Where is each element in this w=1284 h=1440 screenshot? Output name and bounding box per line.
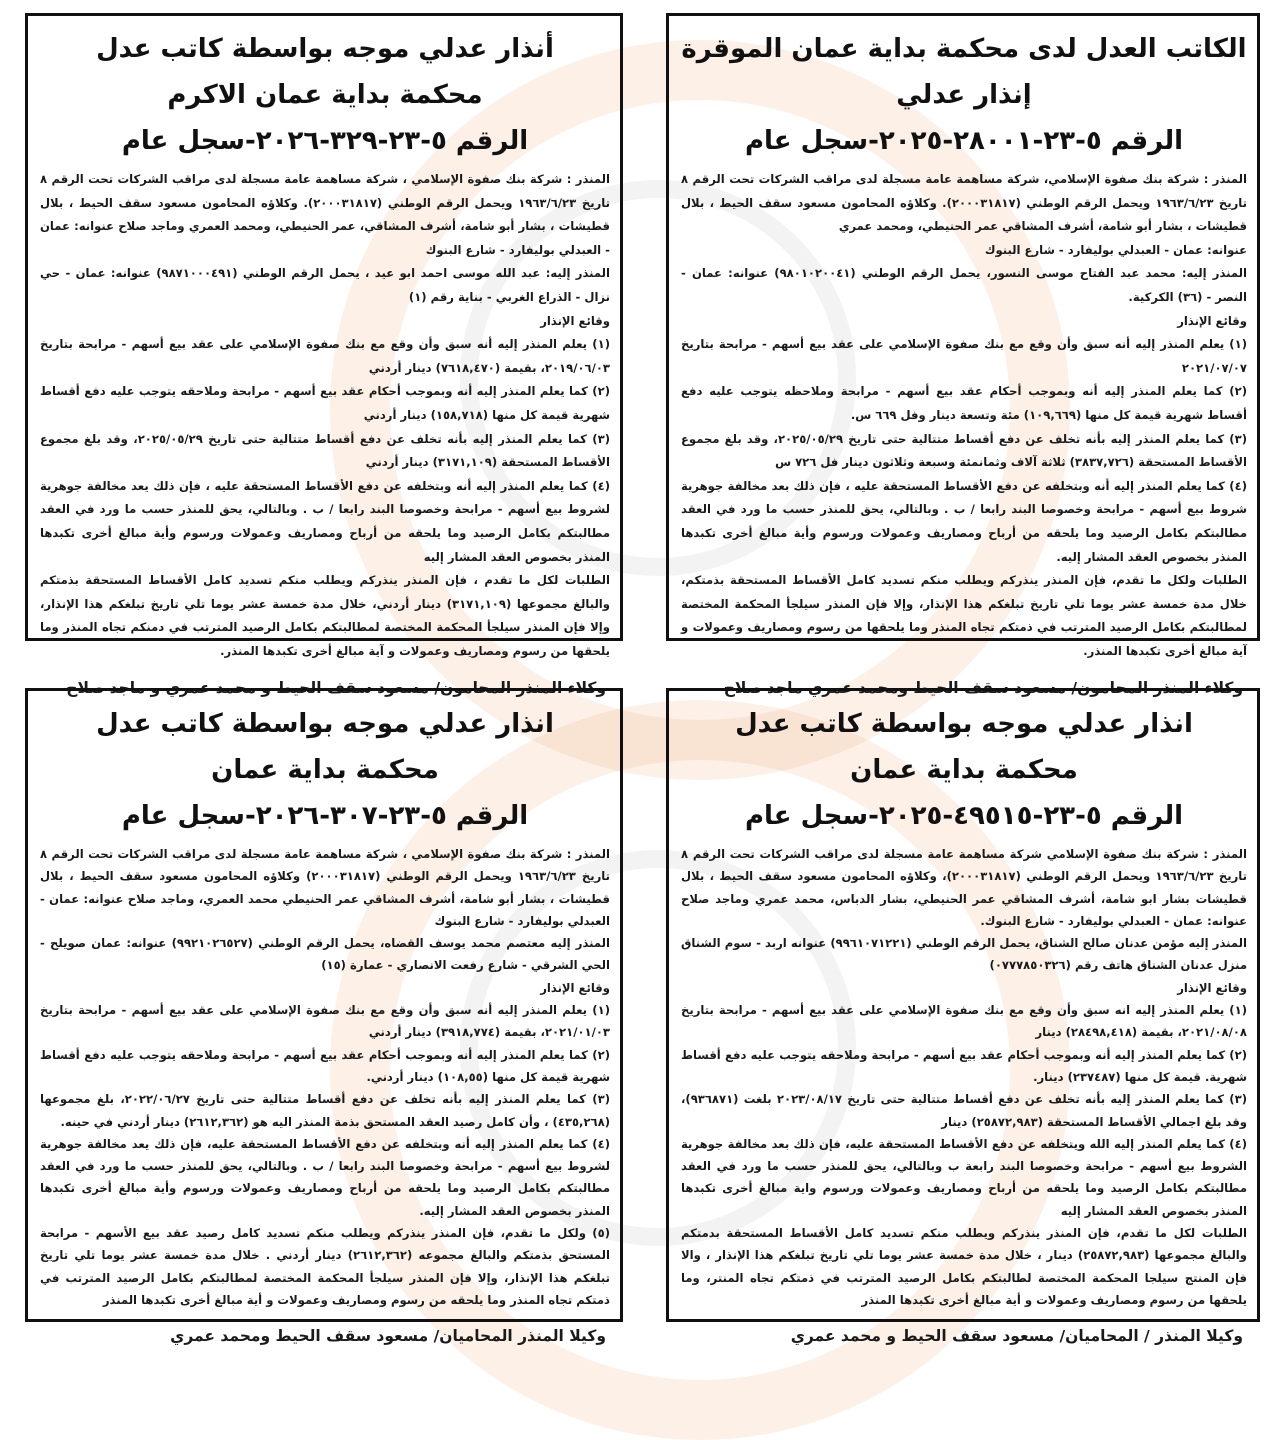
notice-paragraph: المنذر إليه: عبد الله موسى احمد ابو عيد ، يحمل الرقم الوطني (٩٨٧١٠٠٠٤٩١) عنوانه: عمان - حي نزال - الذراع الغربي - بناية رقم (١)	[40, 266, 610, 304]
notice-title: الرقم ٥-٢٣-٣٢٩-٢٠٢٦-سجل عام	[121, 126, 529, 156]
notice-paragraph: المنذر : شركة بنك صفوة الإسلامي ، شركة مساهمة عامة مسجلة لدى مراقب الشركات تحت الرقم ٨ تاريخ ١٩٦٣/٦/٢٣ ويحمل الرقم الوطني (٢٠٠٠٣١٨١٧). وكلاؤه المحامون مسعود سقف الحيط ، بلال قطيشات ، بشار أبو شامة، أشرف المشاقي، عمر الحنيطي، ومحمد العمري وماجد صلاح عنوانه: عمان - العبدلي بوليفارد - شارع البنوك	[40, 172, 610, 257]
notice-paragraph: (٣) كما يعلم المنذر إليه بأنه تخلف عن دفع أقساط متتالية حتى تاريخ ٢٠٢٣/٠٨/١٧ بلغت (٩٣٦٨٧١)، وقد بلغ اجمالي الأقساط المستحقة (٢٥٨٧٢,٩٨٣) دينار	[681, 1092, 1247, 1129]
notice-paragraph: (٢) كما يعلم المنذر إليه أنه وبموجب أحكام عقد بيع أسهم - مرابحة وملاحقه يتوجب عليه دفع أقساط شهرية قيمة كل منها (١٥٨,٧١٨) دينار أردني	[40, 384, 610, 422]
notice-paragraph: وقائع الإنذار	[1177, 313, 1247, 328]
notice-paragraph: الطلبات لكل ما تقدم، فإن المنذر ينذركم ويطلب منكم تسديد كامل الأقساط المستحقة بدمتكم والبالغ مجموعها (٢٥٨٧٢,٩٨٣) دينار ، خلال مدة خمسة عشر يوما تلي تاريخ تبلغكم هذا الإنذار ، والا فإن المنتج سيلجا المحكمة المختصة لطالبتكم بكامل الرصيد المترتب في ذمتكم تجاه المنتر، وما يلحقها من رسوم ومصاريف وعمولات و أية مبالغ أخرى تكبدها المنذر	[681, 1226, 1247, 1307]
notice-paragraph: المنذر : شركة بنك صفوة الإسلامي، شركة مساهمة عامة مسجلة لدى مراقب الشركات تحت الرقم ٨ تاريخ ١٩٦٣/٦/٢٣ ويحمل الرقم الوطني (٢٠٠٠٣١٨١٧). وكلاؤه المحامون مسعود سقف الحيط ، بلال قطيشات ، بشار أبو شامة، أشرف المشاقي عمر الحنيطي، ومحمد عمري	[681, 172, 1247, 234]
notice-paragraph: (١) يعلم المنذر إليه أنه سبق وأن وقع مع بنك صفوة الإسلامي على عقد بيع أسهم - مرابحة بتاريخ ٢٠٢١/٠١/٠٣، بقيمة (٣٩١٨,٧٧٤) دينار أردني	[40, 1003, 610, 1040]
notice-paragraph: (١) يعلم المنذر إليه أنه سبق وأن وقع مع بنك صفوة الإسلامي على عقد بيع أسهم - مرابحة بتاريخ ٢٠٢١/٠٧/٠٧	[681, 337, 1247, 375]
notice-paragraph: (٣) كما يعلم المنذر إليه بأنه تخلف عن دفع أقساط متتالية حتى تاريخ ٢٠٢٥/٠٥/٢٩، وقد بلغ مجموع الأقساط المستحقة (٣٨٣٧,٧٢٦) ثلاثة آلاف وثمانمئة وسبعة وثلاثون دينار فل ٧٢٦ س	[681, 431, 1247, 470]
notice-paragraph: عنوانه: عمان - العبدلي بوليفارد - شارع البنوك	[984, 242, 1247, 257]
notice-title: الرقم ٥-٢٣-٣٠٧-٢٠٢٦-سجل عام	[121, 801, 529, 831]
notice-paragraph: وقائع الإنذار	[540, 980, 610, 995]
notice-body	[40, 843, 610, 1311]
notice-top-right	[666, 13, 1260, 698]
notice-paragraph: المنذر إليه معتصم محمد يوسف القضاه، يحمل الرقم الوطني (٩٩٢١٠٢٦٥٢٧) عنوانه: عمان صويلح - الحي الشرقي - شارع رفعت الانصاري - عمارة (١٥)	[40, 936, 610, 973]
notice-paragraph: المنذر : شركة بنك صفوة الإسلامي شركة مساهمة عامة مسجلة لدى مراقب الشركات تحت الرقم ٨ تاريخ ١٩٦٣/٦/٢٣ ويحمل الرقم الوطني (٢٠٠٠٣١٨١٧)، وكلاؤه المحامون مسعود سقف الحيط ، بلال قطيشات بشار ابو شامة، أشرف المشاقي عمر الحنيطي، بشار الدباس، محمد عمري وماجد صلاح عنوانه: عمان - العبدلي بوليفارد - شارع البنوك.	[681, 847, 1247, 928]
notice-paragraph: (٢) كما يعلم المنذر إليه أنه وبموجب أحكام عقد بيع أسهم - مرابحة وملاحقه يتوجب عليه دفع أقساط شهرية. قيمة كل منها (٢٣٧٤٨٧) دينار.	[681, 1047, 1247, 1084]
notice-paragraph: وقائع الإنذار	[1177, 980, 1247, 995]
notice-paragraph: المنذر إليه: محمد عبد الفتاح موسى النسور، يحمل الرقم الوطني (٩٨٠١٠٢٠٠٤١) عنوانه: عمان - النصر - (٣٦) الكركية.	[681, 266, 1248, 304]
notice-paragraph: (٤) كما يعلم المنذر إليه أنه وبتخلفه عن دفع الأقساط المستحقة عليه ، فإن ذلك يعد مخالفة جوهرية لشروط بيع أسهم - مرابحة وخصوصا البند رابعا / ب . وبالتالي، يحق للمنذر حسب ما ورد في العقد مطالبتكم بكامل الرصيد وما يلحقه من أرباح ومصاريف وعمولات ورسوم وأية مبالغ أخرى تكبدها المنذر بخصوص العقد المشار إليه	[40, 478, 610, 564]
notice-title: محكمة بداية عمان	[211, 755, 439, 785]
notice-paragraph: (٢) كما يعلم المنذر إليه أنه وبموجب أحكام عقد بيع أسهم - مرابحة وملاحظه يتوجب عليه دفع أقساط شهرية قيمة كل منها (١٠٩,٦٦٩) مئة وتسعة دينار وفل ٦٦٩ س.	[681, 384, 1247, 422]
notice-title: إنذار عدلي	[896, 80, 1032, 110]
notice-paragraph: (٤) كما يعلم المنذر إليه أنه وبتخلفه عن دفع الأقساط المستحقة عليه، فإن ذلك يعد مخالفة جوهرية لشروط بيع أسهم - مرابحة وخصوصا البند رابعا / ب . وبالتالي، يحق للمنذر حسب ما ورد في العقد مطالبتكم بكامل الرصيد وما يلحقه من أرباح ومصاريف وعمولات ورسوم وأية مبالغ أخرى تكبدها المنذر بخصوص العقد المشار إليه.	[40, 1136, 610, 1218]
notice-signature: وكيلا المنذر المحاميان/ مسعود سقف الحيط ومحمد عمري	[170, 1327, 606, 1346]
notice-title: الرقم ٥-٢٣-٢٨٠٠١-٢٠٢٥-سجل عام	[744, 126, 1184, 156]
notice-paragraph: الطلبات لكل ما تقدم ، فإن المنذر ينذركم ويطلب منكم تسديد كامل الأقساط المستحقة بذمتكم والبالغ مجموعها (٣١٧١,١٠٩) دينار أردني، خلال مدة خمسة عشر يوما تلي تاريخ تبلغكم هذا الإنذار، وإلا فإن المنذر سيلجأ المحكمة المختصة لمطالبتكم بكامل الرصيد المترتب في دمنكم تجاه المنذر وما يلحقها من رسوم ومصاريف وعمولات و آية مبالغ أخرى تكبدها المنذر.	[40, 573, 610, 658]
notice-bottom-right	[666, 688, 1260, 1346]
notice-title: الرقم ٥-٢٣-٤٩٥١٥-٢٠٢٥-سجل عام	[744, 801, 1184, 831]
notice-signature: وكيلا المنذر / المحاميان/ مسعود سقف الحيط و محمد عمري	[790, 1327, 1243, 1346]
notice-paragraph: وقائع الإنذار	[540, 313, 610, 328]
notice-paragraph: (٣) كما يعلم المنذر إليه بأنه تخلف عن دفع أقساط متتالية حتى تاريخ ٢٠٢٢/٠٦/٢٧، بلغ مجموعها (٤٣٥,٢٦٨) ، وأن كامل رصيد العقد المستحق بذمة المنذر اليه هو (٢٦١٢,٣٦٢) دينار أردني في حينه.	[40, 1092, 610, 1129]
notice-paragraph: المنذر : شركة بنك صفوة الإسلامي ، شركة مساهمة عامة مسجلة لدى مراقب الشركات تحت الرقم ٨ تاريخ ١٩٦٣/٦/٢٣ ويحمل الرقم الوطني (٢٠٠٠٣١٨١٧) وكلاؤه المحامون مسعود سقف الحيط ، بلال قطيشات ، بشار أبو شامة، أشرف المشاقي عمر الحنيطي محمد العمري، وماجد صلاح عنوانه: عمان - العبدلي بوليفارد - شارع البنوك	[40, 847, 611, 928]
notice-title: محكمة بداية عمان	[850, 755, 1078, 785]
notice-title: الكاتب العدل لدى محكمة بداية عمان الموقرة	[681, 34, 1247, 64]
notice-paragraph: الطلبات ولكل ما تقدم، فإن المنذر ينذركم ويطلب منكم تسديد كامل الأقساط المستحقة بذمتكم، خلال مدة خمسة عشر يوما تلي تاريخ تبلغكم هذا الإنذار، وإلا فإن المنذر سيلجأ المحكمة المختصة لمطالبتكم بكامل الرصيد المترتب في ذمتكم تجاه المنذر وما يلحقها من رسوم ومصاريف وعمولات و آية مبالغ أخرى تكبدها المنذر.	[681, 573, 1247, 658]
notice-title: انذار عدلي موجه بواسطة كاتب عدل	[96, 709, 554, 739]
notice-paragraph: (١) يعلم المنذر إليه أنه سبق وأن وقع مع بنك صفوة الإسلامي على عقد بيع أسهم - مرابحة بتاريخ ٢٠١٩/٠٦/٠٣، بقيمة (٧٦١٨,٤٧٠) دينار أردني	[40, 337, 610, 375]
notice-signature: وكلاء المنذر المحامون/ مسعود سقف الحيط و محمد عمري و ماجد صلاح	[66, 679, 606, 698]
notice-paragraph: (٤) كما يعلم المنذر إليه الله ويتخلفه عن دفع الأقساط المستحقة عليه، فإن ذلك بعد مخالفة جوهرية الشروط بيع أسهم - مرابحة وخصوصا البند رابعة ب وبالتالي، يحق للمنذر حسب ما ورد في العقد مطالبتكم بكامل الرصيد وما يلحقه من أرباح ومصاريف وعمولات ورسوم واية مبالغ أخرى تكبدها المنذر بخصوص العقد المشار إليه	[681, 1136, 1247, 1218]
notice-paragraph: (٤) كما يعلم المنذر إليه أنه وبتخلفه عن دفع الأقساط المستحقة عليه ، فإن ذلك بعد مخالفة جوهرية شروط بيع أسهم - مرابحة وخصوصا البند رابعا / ب . وبالتالي، يحق للمنذر حسب ما ورد في العقد مطالبتكم بكامل الرصيد وما يلحقه من أرباح ومصاريف وعمولات ورسوم وأية مبالغ أخرى تكبدها المنذر بخصوص العقد المشار إليه.	[681, 478, 1247, 564]
notice-paragraph: المنذر إليه مؤمن عدنان صالح الشناق، يحمل الرقم الوطني (٩٩٦١٠٧١٢٢١) عنوانه اربد - سوم الشناق منزل عدنان الشناق هاتف رقم (٠٧٧٧٨٥٠٣٢٦)	[681, 936, 1247, 973]
notice-body	[681, 168, 1247, 663]
notice-paragraph: (١) يعلم المنذر إليه انه سبق وأن وقع مع بنك صفوة الإسلامي على عقد بيع أسهم - مرابحة بتاريخ ٢٠٢١/٠٨/٠٨، بقيمة (٢٨٤٩٨,٤١٨) دينار	[681, 1003, 1247, 1040]
notice-bottom-left	[25, 688, 623, 1346]
notice-title: انذار عدلي موجه بواسطة كاتب عدل	[735, 709, 1193, 739]
notice-paragraph: (٣) كما يعلم المنذر إليه بأنه تخلف عن دفع أقساط متتالية حتى تاريخ ٢٠٢٥/٠٥/٢٩، وقد بلغ مجموع الأقساط المستحقة (٣١٧١,١٠٩) دينار أردني	[40, 431, 610, 470]
notice-body	[681, 843, 1247, 1311]
notice-top-left	[25, 13, 623, 698]
notice-title: محكمة بداية عمان الاكرم	[167, 80, 483, 110]
notice-title: أنذار عدلي موجه بواسطة كاتب عدل	[96, 34, 554, 64]
notice-paragraph: (٢) كما يعلم المنذر إليه أنه وبموجب أحكام عقد بيع أسهم - مرابحة وملاحقه يتوجب عليه دفع أقساط شهرية قيمة كل منها (١٠٨,٥٥) دينار أردني.	[40, 1047, 610, 1084]
notice-signature: وكلاء المنذر المحامون/ مسعود سقف الحيط ومحمد عمري ماجد صلاح	[723, 679, 1243, 698]
notice-paragraph: (٥) ولكل ما تقدم، فإن المنذر ينذركم ويطلب منكم تسديد كامل رصيد عقد بيع الأسهم - مرابحة المستحق بذمتكم والبالغ مجموعه (٢٦١٢,٣٦٢) دينار أردني . خلال مدة خمسة عشر يوما تلي تاريخ تبلغكم هذا الإنذار، وإلا فإن المنذر سيلجأ المحكمة المختصة لمطالبتكم بكامل الرصيد المترتب في ذمتكم تجاه المنذر وما يلحقه من رسوم ومصاريف وعمولات و أية مبالغ أخرى تكبدها المنذر	[40, 1226, 610, 1307]
notice-body	[40, 168, 610, 663]
